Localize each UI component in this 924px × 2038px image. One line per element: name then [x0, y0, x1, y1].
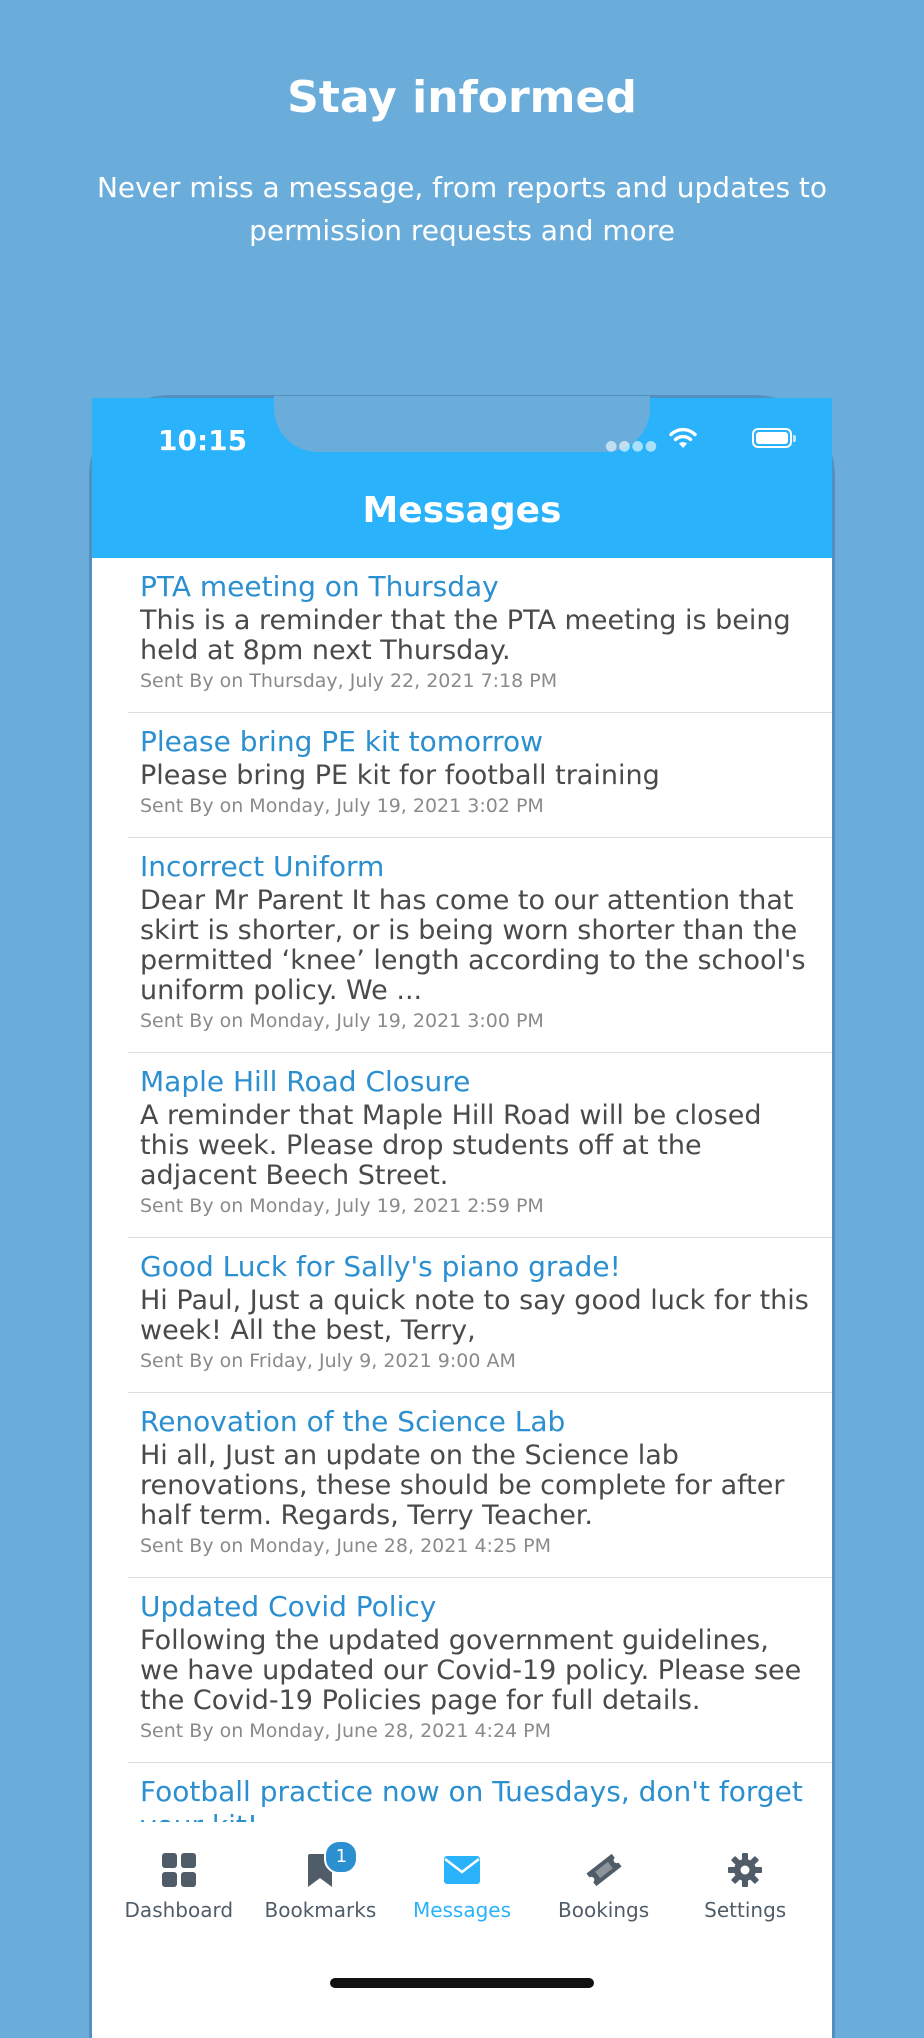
message-meta: Sent By on Monday, July 19, 2021 2:59 PM	[140, 1195, 544, 1217]
tab-label: Messages	[412, 1898, 512, 1922]
message-title: Updated Covid Policy	[140, 1590, 437, 1623]
tab-settings[interactable]	[674, 1822, 816, 2038]
status-time: 10:15	[158, 424, 248, 457]
message-body: Hi Paul, Just a quick note to say good luck for this week! All the best, Terry,	[140, 1285, 809, 1346]
home-indicator	[330, 1978, 594, 1988]
message-meta: Sent By on Friday, July 9, 2021 9:00 AM	[140, 1350, 516, 1372]
message-item[interactable]	[128, 838, 832, 1053]
message-title: Maple Hill Road Closure	[140, 1065, 471, 1098]
battery-icon	[752, 428, 792, 448]
message-item[interactable]	[128, 1393, 832, 1578]
message-body: A reminder that Maple Hill Road will be closed this week. Please drop students off at the adjacent Beech Street.	[140, 1100, 762, 1191]
tab-dashboard[interactable]	[108, 1822, 250, 2038]
message-item[interactable]	[128, 713, 832, 838]
grid-icon	[161, 1852, 197, 1888]
message-title: Incorrect Uniform	[140, 850, 385, 883]
message-title: Renovation of the Science Lab	[140, 1405, 566, 1438]
message-meta: Sent By on Monday, July 19, 2021 3:02 PM	[140, 795, 544, 817]
promo-subtitle: Never miss a message, from reports and updates to permission requests and more	[96, 171, 828, 247]
message-body: Dear Mr Parent It has come to our attention that skirt is shorter, or is being worn shorter than the permitted ‘knee’ length according to the school's uniform policy. We ...	[140, 885, 806, 1006]
signal-icon: ●●●●	[605, 438, 658, 454]
message-body: This is a reminder that the PTA meeting is being held at 8pm next Thursday.	[140, 605, 791, 666]
envelope-icon	[443, 1852, 481, 1888]
message-item[interactable]	[128, 1238, 832, 1393]
tab-label: Bookmarks	[264, 1898, 377, 1922]
tab-messages[interactable]	[391, 1822, 533, 2038]
notch	[274, 396, 650, 452]
tab-bookings[interactable]	[533, 1822, 675, 2038]
tab-label: Dashboard	[124, 1898, 234, 1922]
message-meta: Sent By on Thursday, July 22, 2021 7:18 PM	[140, 670, 558, 692]
ticket-icon	[585, 1852, 623, 1888]
message-item[interactable]	[128, 1578, 832, 1763]
message-body: Please bring PE kit for football training	[140, 760, 660, 791]
page-title: Messages	[362, 490, 562, 531]
messages-list[interactable]	[92, 558, 832, 1822]
message-item[interactable]	[128, 558, 832, 713]
message-body: Following the updated government guidelines, we have updated our Covid-19 policy. Please see the Covid-19 Policies page for full details.	[140, 1625, 802, 1716]
message-title: Football practice now on Tuesdays, don't forget	[140, 1775, 803, 1808]
message-title: PTA meeting on Thursday	[140, 570, 499, 603]
message-meta: Sent By on Monday, June 28, 2021 4:24 PM	[140, 1720, 552, 1742]
message-body: Hi all, Just an update on the Science lab renovations, these should be complete for after half term. Regards, Terry Teacher.	[140, 1440, 785, 1531]
promo-title: Stay informed	[287, 72, 637, 123]
bookmarks-badge: 1	[324, 1840, 358, 1874]
tab-bookmarks[interactable]	[250, 1822, 392, 2038]
wifi-icon	[668, 426, 698, 450]
message-item[interactable]	[128, 1053, 832, 1238]
message-meta: Sent By on Monday, July 19, 2021 3:00 PM	[140, 1010, 544, 1032]
message-title: Good Luck for Sally's piano grade!	[140, 1250, 621, 1283]
message-meta: Sent By on Monday, June 28, 2021 4:25 PM	[140, 1535, 552, 1557]
tab-label: Bookings	[558, 1898, 650, 1922]
tab-label: Settings	[704, 1898, 787, 1922]
app-header	[92, 398, 832, 558]
phone-frame	[92, 398, 832, 2038]
message-title: Please bring PE kit tomorrow	[140, 725, 544, 758]
gear-icon	[727, 1852, 763, 1888]
tab-bar	[92, 1822, 832, 2038]
